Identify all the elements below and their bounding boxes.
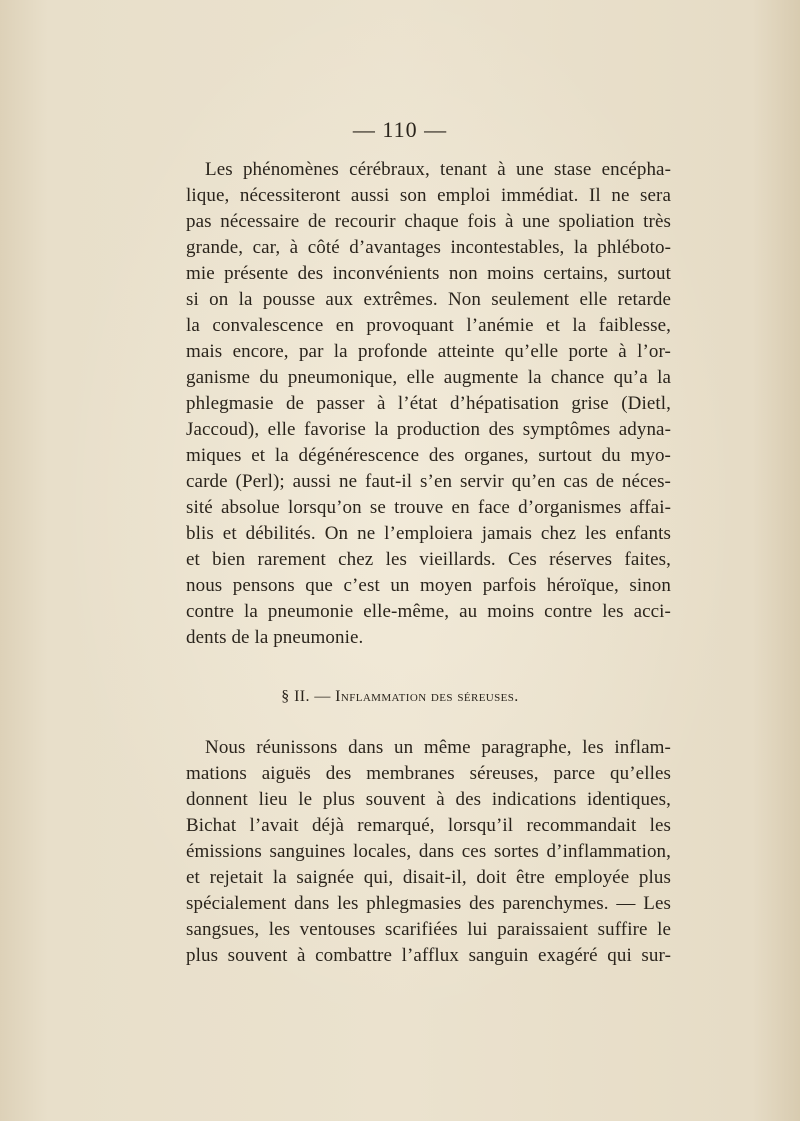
text-line: émissions sanguines locales, dans ces sortes d’inflammation, <box>186 841 671 862</box>
text-line: phlegmasie de passer à l’état d’hépatisation grise (Dietl, <box>186 393 671 414</box>
text-line: et rejetait la saignée qui, disait-il, doit être employée plus <box>186 867 671 888</box>
section-title: Inflammation des séreuses. <box>335 688 519 705</box>
text-line: et bien rarement chez les vieillards. Ces réserves faites, <box>186 549 671 570</box>
text-line: grande, car, à côté d’avantages incontestables, la phléboto- <box>186 237 671 258</box>
text-line: nous pensons que c’est un moyen parfois héroïque, sinon <box>186 575 671 596</box>
text-line: spécialement dans les phlegmasies des parenchymes. — Les <box>186 893 671 914</box>
text-line: pas nécessaire de recourir chaque fois à une spoliation très <box>186 211 671 232</box>
text-line: blis et débilités. On ne l’emploiera jamais chez les enfants <box>186 523 671 544</box>
text-line: contre la pneumonie elle-même, au moins contre les acci- <box>186 601 671 622</box>
text-line: lique, nécessiteront aussi son emploi immédiat. Il ne sera <box>186 185 671 206</box>
text-line: ganisme du pneumonique, elle augmente la chance qu’a la <box>186 367 671 388</box>
section-heading <box>0 686 800 708</box>
text-line: mais encore, par la profonde atteinte qu’elle porte à l’or- <box>186 341 671 362</box>
text-line: donnent lieu le plus souvent à des indications identiques, <box>186 789 671 810</box>
text-line: Les phénomènes cérébraux, tenant à une stase encépha- <box>205 159 671 180</box>
text-line: si on la pousse aux extrêmes. Non seulement elle retarde <box>186 289 671 310</box>
text-line: Bichat l’avait déjà remarqué, lorsqu’il recommandait les <box>186 815 671 836</box>
page-number: — 110 — <box>352 117 448 142</box>
text-line: sité absolue lorsqu’on se trouve en face d’organismes affai- <box>186 497 671 518</box>
section-number: § II. — <box>281 688 336 705</box>
text-line: mie présente des inconvénients non moins certains, surtout <box>186 263 671 284</box>
text-line: carde (Perl); aussi ne faut-il s’en servir qu’en cas de néces- <box>186 471 671 492</box>
text-line: sangsues, les ventouses scarifiées lui paraissaient suffire le <box>186 919 671 940</box>
text-line: dents de la pneumonie. <box>186 627 364 648</box>
text-line: plus souvent à combattre l’afflux sanguin exagéré qui sur- <box>186 945 671 966</box>
text-line: miques et la dégénérescence des organes, surtout du myo- <box>186 445 671 466</box>
text-line: mations aiguës des membranes séreuses, parce qu’elles <box>186 763 671 784</box>
text-line: Jaccoud), elle favorise la production des symptômes adyna- <box>186 419 671 440</box>
text-line: la convalescence en provoquant l’anémie et la faiblesse, <box>186 315 671 336</box>
text-line: Nous réunissons dans un même paragraphe, les inflam- <box>205 737 671 758</box>
